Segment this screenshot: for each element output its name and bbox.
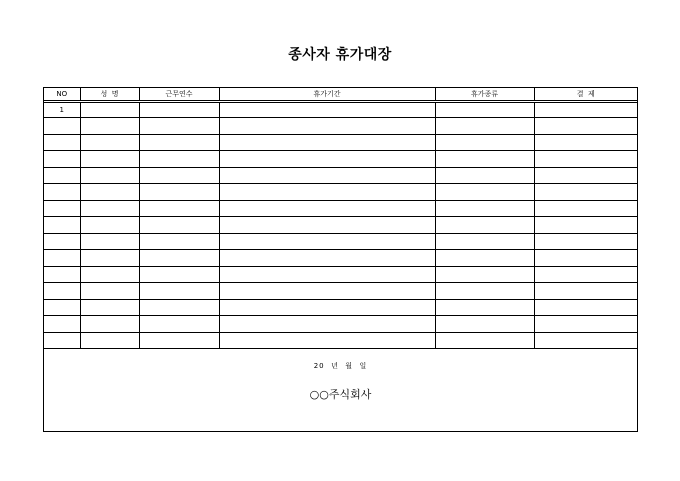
cell-period[interactable] — [219, 200, 435, 217]
cell-name[interactable] — [80, 200, 139, 217]
cell-period[interactable] — [219, 167, 435, 184]
cell-approval[interactable] — [534, 118, 637, 135]
header-no: NO — [44, 88, 80, 101]
cell-period[interactable] — [219, 151, 435, 168]
cell-period[interactable] — [219, 283, 435, 300]
header-period: 휴가기간 — [219, 88, 435, 101]
cell-name[interactable] — [80, 217, 139, 234]
table-row — [44, 266, 637, 283]
cell-period[interactable] — [219, 217, 435, 234]
cell-type[interactable] — [435, 266, 534, 283]
cell-type[interactable] — [435, 101, 534, 118]
cell-no[interactable] — [44, 217, 80, 234]
cell-approval[interactable] — [534, 266, 637, 283]
cell-no[interactable] — [44, 250, 80, 267]
table-row — [44, 217, 637, 234]
cell-approval[interactable] — [534, 217, 637, 234]
cell-approval[interactable] — [534, 316, 637, 333]
cell-no[interactable] — [44, 167, 80, 184]
cell-approval[interactable] — [534, 233, 637, 250]
cell-name[interactable] — [80, 250, 139, 267]
cell-years[interactable] — [139, 200, 219, 217]
cell-no[interactable] — [44, 283, 80, 300]
table-row — [44, 200, 637, 217]
cell-approval[interactable] — [534, 184, 637, 201]
cell-type[interactable] — [435, 233, 534, 250]
cell-type[interactable] — [435, 118, 534, 135]
header-type: 휴가종류 — [435, 88, 534, 101]
table-row — [44, 151, 637, 168]
cell-years[interactable] — [139, 283, 219, 300]
cell-approval[interactable] — [534, 332, 637, 349]
cell-name[interactable] — [80, 101, 139, 118]
cell-type[interactable] — [435, 283, 534, 300]
cell-type[interactable] — [435, 217, 534, 234]
ledger-footer — [44, 349, 637, 413]
cell-years[interactable] — [139, 101, 219, 118]
cell-type[interactable] — [435, 151, 534, 168]
header-name: 성 명 — [80, 88, 139, 101]
cell-name[interactable] — [80, 184, 139, 201]
cell-no[interactable] — [44, 299, 80, 316]
cell-approval[interactable] — [534, 200, 637, 217]
cell-type[interactable] — [435, 250, 534, 267]
cell-approval[interactable] — [534, 134, 637, 151]
page-title: 종사자 휴가대장 — [288, 47, 392, 63]
cell-period[interactable] — [219, 316, 435, 333]
cell-approval[interactable] — [534, 101, 637, 118]
table-row — [44, 299, 637, 316]
cell-years[interactable] — [139, 233, 219, 250]
cell-years[interactable] — [139, 316, 219, 333]
cell-no[interactable] — [44, 184, 80, 201]
cell-years[interactable] — [139, 332, 219, 349]
cell-years[interactable] — [139, 266, 219, 283]
cell-approval[interactable] — [534, 151, 637, 168]
cell-approval[interactable] — [534, 250, 637, 267]
date-line: 20 년 월 일 — [313, 362, 368, 370]
cell-name[interactable] — [80, 134, 139, 151]
header-approval: 결 제 — [534, 88, 637, 101]
cell-no[interactable] — [44, 134, 80, 151]
cell-approval[interactable] — [534, 167, 637, 184]
table-row — [44, 233, 637, 250]
table-row — [44, 316, 637, 333]
table-row — [44, 134, 637, 151]
cell-no[interactable] — [44, 332, 80, 349]
table-row — [44, 118, 637, 135]
cell-period[interactable] — [219, 250, 435, 267]
cell-period[interactable] — [219, 233, 435, 250]
cell-years[interactable] — [139, 217, 219, 234]
cell-name[interactable] — [80, 332, 139, 349]
cell-years[interactable] — [139, 184, 219, 201]
table-row — [44, 167, 637, 184]
table-row — [44, 250, 637, 267]
cell-type[interactable] — [435, 200, 534, 217]
cell-no[interactable] — [44, 266, 80, 283]
cell-type[interactable] — [435, 316, 534, 333]
cell-period[interactable] — [219, 134, 435, 151]
cell-name[interactable] — [80, 233, 139, 250]
cell-name[interactable] — [80, 316, 139, 333]
cell-type[interactable] — [435, 299, 534, 316]
table-row — [44, 101, 637, 118]
cell-type[interactable] — [435, 167, 534, 184]
table-row — [44, 184, 637, 201]
cell-name[interactable] — [80, 151, 139, 168]
cell-no[interactable] — [44, 316, 80, 333]
vacation-table — [44, 88, 637, 349]
cell-name[interactable] — [80, 266, 139, 283]
cell-type[interactable] — [435, 332, 534, 349]
cell-no[interactable] — [44, 200, 80, 217]
cell-name[interactable] — [80, 118, 139, 135]
cell-no[interactable] — [44, 118, 80, 135]
header-years: 근무연수 — [139, 88, 219, 101]
cell-years[interactable] — [139, 151, 219, 168]
table-row — [44, 332, 637, 349]
header-row — [44, 88, 637, 101]
cell-period[interactable] — [219, 266, 435, 283]
cell-name[interactable] — [80, 299, 139, 316]
cell-type[interactable] — [435, 134, 534, 151]
cell-years[interactable] — [139, 299, 219, 316]
cell-approval[interactable] — [534, 299, 637, 316]
cell-no[interactable] — [44, 151, 80, 168]
cell-years[interactable] — [139, 134, 219, 151]
cell-period[interactable] — [219, 184, 435, 201]
cell-no[interactable]: 1 — [44, 101, 80, 118]
cell-name[interactable] — [80, 283, 139, 300]
table-row — [44, 283, 637, 300]
vacation-ledger — [43, 87, 638, 432]
cell-years[interactable] — [139, 167, 219, 184]
cell-period[interactable] — [219, 101, 435, 118]
cell-approval[interactable] — [534, 283, 637, 300]
company-name: ○○주식회사 — [309, 388, 372, 401]
cell-years[interactable] — [139, 250, 219, 267]
cell-type[interactable] — [435, 184, 534, 201]
cell-period[interactable] — [219, 299, 435, 316]
cell-period[interactable] — [219, 118, 435, 135]
cell-name[interactable] — [80, 167, 139, 184]
cell-no[interactable] — [44, 233, 80, 250]
cell-period[interactable] — [219, 332, 435, 349]
cell-years[interactable] — [139, 118, 219, 135]
